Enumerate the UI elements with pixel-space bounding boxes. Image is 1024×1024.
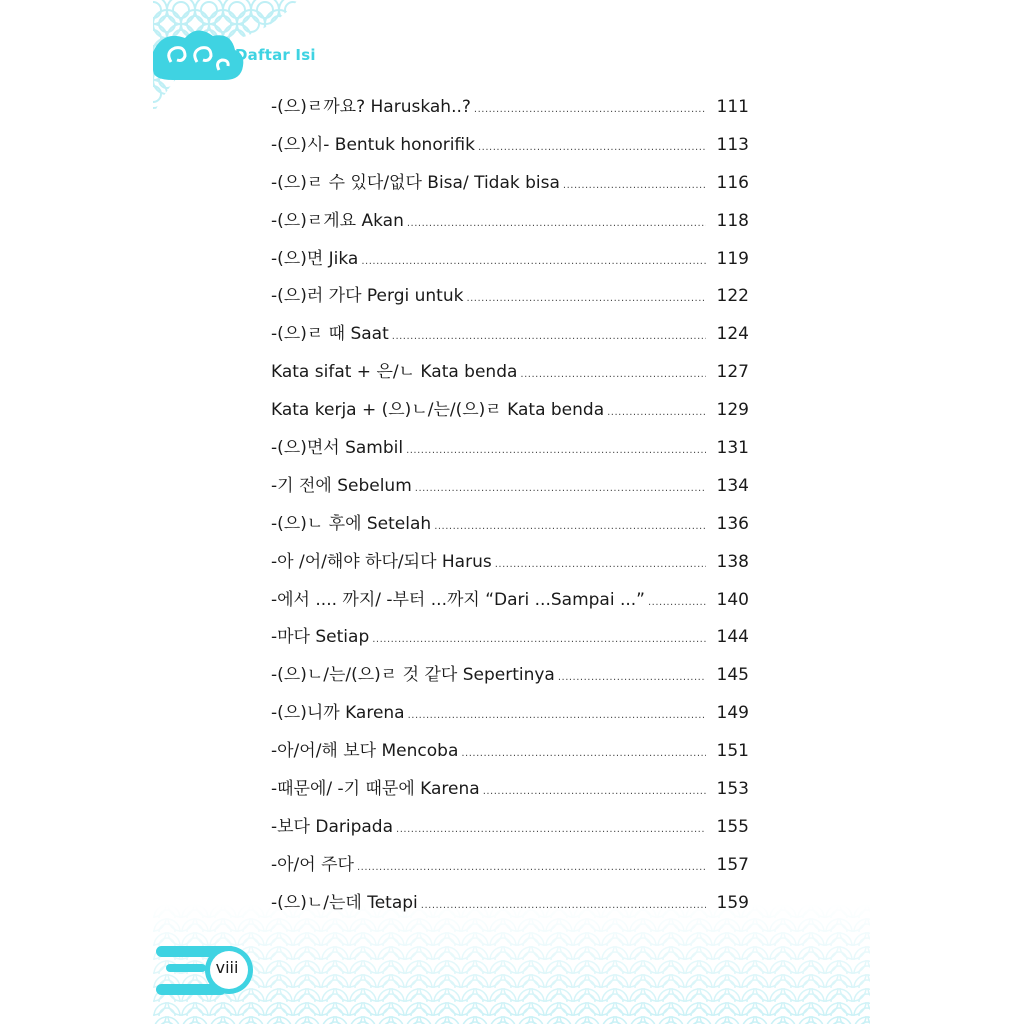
toc-entry: [271, 585, 749, 623]
toc-entry-label: -에서 .... 까지/ -부터 ...까지 “Dari ...Sampai ...”: [271, 589, 645, 610]
toc-entry-page: 111: [716, 97, 749, 117]
toc-entry: [271, 433, 749, 471]
toc-entry: [271, 92, 749, 130]
toc-entry-label: -(으)니까 Karena: [271, 703, 405, 724]
toc-leader-dots: [408, 710, 706, 721]
toc-leader-dots: [474, 104, 706, 115]
toc-entry-page: 118: [716, 210, 749, 231]
toc-entry: [271, 130, 749, 168]
toc-entry-page: 127: [716, 362, 749, 383]
toc-entry: [271, 471, 749, 509]
toc-entry-label: Kata sifat + 은/ㄴ Kata benda: [271, 362, 518, 383]
toc-entry-page: 159: [716, 892, 749, 913]
toc-leader-dots: [478, 142, 706, 153]
toc-leader-dots: [357, 862, 706, 873]
toc-leader-dots: [407, 218, 706, 229]
toc-entry-page: 138: [716, 551, 749, 572]
table-of-contents: [271, 92, 749, 926]
toc-entry-label: -(으)ㄹ 수 있다/없다 Bisa/ Tidak bisa: [271, 172, 560, 193]
toc-entry-page: 119: [716, 248, 749, 269]
toc-entry: [271, 812, 749, 850]
toc-leader-dots: [434, 521, 706, 532]
toc-entry: [271, 622, 749, 660]
toc-leader-dots: [558, 672, 706, 683]
toc-entry-label: -(으)ㄴ/는/(으)ㄹ 것 같다 Sepertinya: [271, 665, 555, 686]
toc-entry-page: 144: [716, 627, 749, 648]
toc-leader-dots: [461, 748, 706, 759]
section-title: Daftar Isi: [235, 46, 316, 64]
toc-entry: [271, 206, 749, 244]
book-page: [153, 0, 870, 1024]
toc-entry-page: 129: [716, 400, 749, 421]
toc-entry-label: -(으)ㄴ/는데 Tetapi: [271, 892, 418, 913]
toc-entry-label: -(으)ㄹ 때 Saat: [271, 324, 389, 345]
toc-entry-label: -때문에/ -기 때문에 Karena: [271, 779, 480, 800]
toc-entry-page: 124: [716, 324, 749, 345]
toc-entry-label: -(으)면 Jika: [271, 248, 359, 269]
toc-entry-page: 116: [716, 172, 749, 193]
toc-entry: [271, 281, 749, 319]
toc-leader-dots: [361, 256, 706, 267]
toc-entry-label: -마다 Setiap: [271, 627, 370, 648]
toc-entry-page: 149: [716, 703, 749, 724]
toc-entry: [271, 168, 749, 206]
toc-entry-label: -아 /어/해야 하다/되다 Harus: [271, 551, 492, 572]
toc-leader-dots: [648, 597, 706, 608]
toc-entry-page: 151: [716, 741, 749, 762]
toc-entry-page: 153: [716, 779, 749, 800]
toc-entry: [271, 660, 749, 698]
toc-entry: [271, 547, 749, 585]
toc-entry: [271, 509, 749, 547]
toc-leader-dots: [607, 407, 706, 418]
toc-entry-label: Kata kerja + (으)ㄴ/는/(으)ㄹ Kata benda: [271, 400, 605, 421]
toc-leader-dots: [421, 900, 706, 911]
toc-entry: [271, 357, 749, 395]
toc-entry: [271, 888, 749, 926]
toc-entry: [271, 395, 749, 433]
page-number: viii: [215, 958, 239, 977]
toc-entry: [271, 319, 749, 357]
toc-entry-page: 157: [716, 854, 749, 875]
toc-entry-page: 113: [716, 134, 749, 155]
toc-entry-page: 122: [716, 286, 749, 307]
toc-entry: [271, 244, 749, 282]
toc-entry-page: 155: [716, 816, 749, 837]
toc-entry-label: -(으)시- Bentuk honorifik: [271, 134, 475, 155]
toc-leader-dots: [495, 559, 706, 570]
toc-entry-label: -아/어/해 보다 Mencoba: [271, 741, 459, 762]
toc-leader-dots: [466, 293, 706, 304]
toc-entry-label: -(으)러 가다 Pergi untuk: [271, 286, 464, 307]
toc-entry-label: -(으)ㄹ까요? Haruskah..?: [271, 97, 471, 117]
toc-leader-dots: [372, 634, 706, 645]
toc-leader-dots: [396, 824, 706, 835]
toc-leader-dots: [406, 445, 706, 456]
toc-leader-dots: [392, 331, 706, 342]
toc-entry-label: -보다 Daripada: [271, 816, 394, 837]
toc-leader-dots: [483, 786, 706, 797]
toc-entry-label: -(으)면서 Sambil: [271, 438, 404, 459]
toc-entry-page: 131: [716, 438, 749, 459]
toc-entry-page: 136: [716, 513, 749, 534]
toc-entry-page: 145: [716, 665, 749, 686]
toc-entry: [271, 850, 749, 888]
toc-entry: [271, 698, 749, 736]
toc-entry-page: 140: [716, 589, 749, 610]
toc-leader-dots: [563, 180, 706, 191]
toc-entry-label: -(으)ㄴ 후에 Setelah: [271, 513, 432, 534]
toc-leader-dots: [520, 369, 706, 380]
toc-entry-page: 134: [716, 475, 749, 496]
toc-entry: [271, 774, 749, 812]
toc-entry-label: -(으)ㄹ게요 Akan: [271, 210, 404, 231]
toc-leader-dots: [415, 483, 706, 494]
toc-entry-label: -기 전에 Sebelum: [271, 475, 412, 496]
toc-entry: [271, 736, 749, 774]
toc-entry-label: -아/어 주다: [271, 854, 354, 875]
